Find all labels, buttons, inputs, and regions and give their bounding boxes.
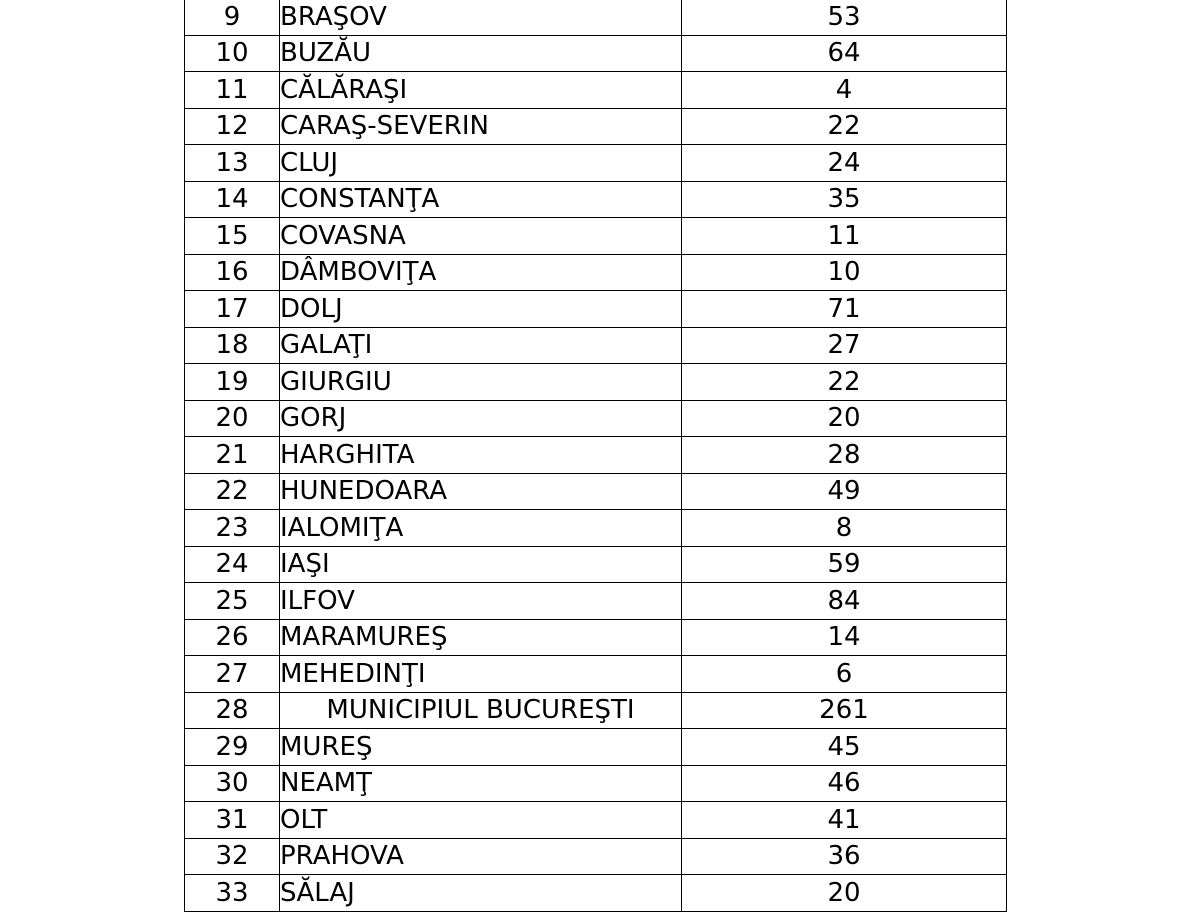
row-number: 19 — [185, 364, 280, 401]
county-name: MEHEDINŢI — [280, 656, 682, 693]
table-row — [185, 400, 1007, 437]
county-name: DOLJ — [280, 291, 682, 328]
row-number: 21 — [185, 437, 280, 474]
county-name: HUNEDOARA — [280, 473, 682, 510]
table-row — [185, 145, 1007, 182]
table-row — [185, 254, 1007, 291]
county-name: GALAŢI — [280, 327, 682, 364]
row-number: 33 — [185, 875, 280, 912]
row-number: 10 — [185, 35, 280, 72]
table-row — [185, 108, 1007, 145]
county-value: 46 — [682, 765, 1007, 802]
county-name: HARGHITA — [280, 437, 682, 474]
county-name: MARAMUREŞ — [280, 619, 682, 656]
row-number: 11 — [185, 72, 280, 109]
county-name: IALOMIŢA — [280, 510, 682, 547]
county-name: CLUJ — [280, 145, 682, 182]
county-table-body — [185, 0, 1007, 911]
county-value: 27 — [682, 327, 1007, 364]
county-name: BRAŞOV — [280, 0, 682, 35]
county-table — [184, 0, 1007, 912]
row-number: 27 — [185, 656, 280, 693]
row-number: 24 — [185, 546, 280, 583]
table-row — [185, 692, 1007, 729]
county-name: DÂMBOVIŢA — [280, 254, 682, 291]
county-value: 84 — [682, 583, 1007, 620]
row-number: 12 — [185, 108, 280, 145]
table-row — [185, 510, 1007, 547]
row-number: 31 — [185, 802, 280, 839]
table-row — [185, 473, 1007, 510]
county-value: 59 — [682, 546, 1007, 583]
table-row — [185, 35, 1007, 72]
table-row — [185, 437, 1007, 474]
county-value: 22 — [682, 108, 1007, 145]
table-row — [185, 0, 1007, 35]
row-number: 29 — [185, 729, 280, 766]
county-name: CARAŞ-SEVERIN — [280, 108, 682, 145]
row-number: 25 — [185, 583, 280, 620]
county-value: 11 — [682, 218, 1007, 255]
county-value: 261 — [682, 692, 1007, 729]
county-value: 14 — [682, 619, 1007, 656]
row-number: 22 — [185, 473, 280, 510]
county-name: PRAHOVA — [280, 838, 682, 875]
row-number: 15 — [185, 218, 280, 255]
table-row — [185, 838, 1007, 875]
county-name: GORJ — [280, 400, 682, 437]
county-name: CONSTANŢA — [280, 181, 682, 218]
county-name: MUNICIPIUL BUCUREŞTI — [280, 692, 682, 729]
county-name: COVASNA — [280, 218, 682, 255]
county-name: ILFOV — [280, 583, 682, 620]
table-row — [185, 546, 1007, 583]
table-row — [185, 656, 1007, 693]
county-table-container — [184, 0, 1006, 912]
row-number: 17 — [185, 291, 280, 328]
row-number: 13 — [185, 145, 280, 182]
county-value: 71 — [682, 291, 1007, 328]
row-number: 16 — [185, 254, 280, 291]
row-number: 23 — [185, 510, 280, 547]
table-row — [185, 327, 1007, 364]
row-number: 30 — [185, 765, 280, 802]
county-value: 20 — [682, 400, 1007, 437]
county-value: 64 — [682, 35, 1007, 72]
county-value: 53 — [682, 0, 1007, 35]
county-value: 41 — [682, 802, 1007, 839]
county-value: 28 — [682, 437, 1007, 474]
county-name: SĂLAJ — [280, 875, 682, 912]
county-value: 35 — [682, 181, 1007, 218]
county-value: 6 — [682, 656, 1007, 693]
row-number: 28 — [185, 692, 280, 729]
county-name: BUZĂU — [280, 35, 682, 72]
county-name: MUREŞ — [280, 729, 682, 766]
table-row — [185, 619, 1007, 656]
table-row — [185, 364, 1007, 401]
row-number: 32 — [185, 838, 280, 875]
county-value: 45 — [682, 729, 1007, 766]
row-number: 20 — [185, 400, 280, 437]
county-value: 20 — [682, 875, 1007, 912]
row-number: 9 — [185, 0, 280, 35]
county-value: 49 — [682, 473, 1007, 510]
table-row — [185, 765, 1007, 802]
county-value: 36 — [682, 838, 1007, 875]
county-name: GIURGIU — [280, 364, 682, 401]
row-number: 26 — [185, 619, 280, 656]
table-row — [185, 802, 1007, 839]
county-value: 22 — [682, 364, 1007, 401]
row-number: 18 — [185, 327, 280, 364]
table-row — [185, 181, 1007, 218]
table-row — [185, 583, 1007, 620]
table-row — [185, 875, 1007, 912]
table-row — [185, 72, 1007, 109]
row-number: 14 — [185, 181, 280, 218]
table-row — [185, 291, 1007, 328]
county-value: 8 — [682, 510, 1007, 547]
county-value: 10 — [682, 254, 1007, 291]
table-row — [185, 729, 1007, 766]
county-name: CĂLĂRAŞI — [280, 72, 682, 109]
county-name: OLT — [280, 802, 682, 839]
county-value: 24 — [682, 145, 1007, 182]
county-name: NEAMŢ — [280, 765, 682, 802]
table-row — [185, 218, 1007, 255]
county-name: IAŞI — [280, 546, 682, 583]
county-value: 4 — [682, 72, 1007, 109]
